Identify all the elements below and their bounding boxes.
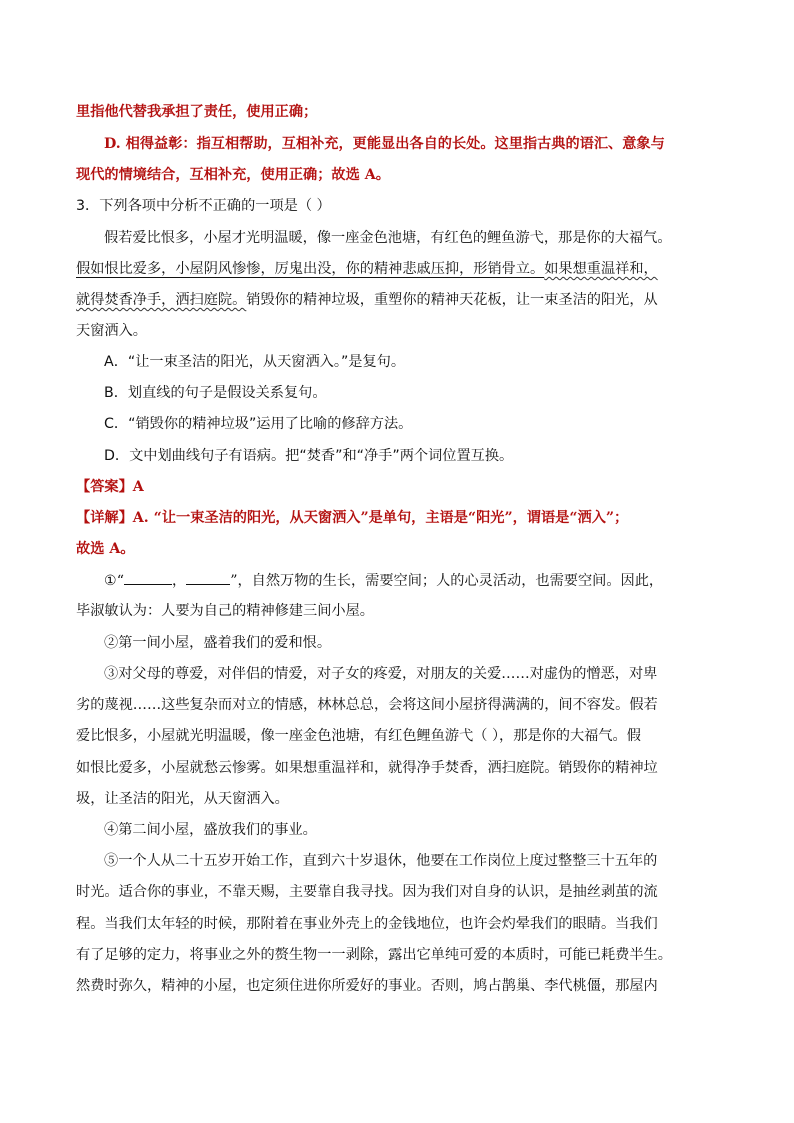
passage-line: 假若爱比恨多，小屋才光明温暖，像一座金色池塘，有红色的鲤鱼游弋，那是你的大福气。	[104, 230, 672, 246]
passage-line: 程。当我们太年轻的时候，那附着在事业外壳上的金钱地位，也许会灼晕我们的眼睛。当我们	[76, 916, 658, 932]
passage-text: 销毁你的精神垃圾，重塑你的精神天花板，让一束圣洁的阳光，从	[246, 292, 658, 308]
passage-line	[76, 290, 658, 310]
wavy-underlined-sentence: 如果想重温祥和，	[544, 261, 658, 277]
passage-line: 圾，让圣洁的阳光，从天窗洒入。	[76, 791, 289, 807]
passage-text: ”，自然万物的生长，需要空间；人的心灵活动，也需要空间。因此，	[230, 573, 664, 589]
wavy-underlined-sentence: 就得焚香净手，洒扫庭院。	[76, 292, 247, 308]
passage-line: 毕淑敏认为：人要为自己的精神修建三间小屋。	[76, 603, 374, 619]
detail-label: 【详解】	[76, 510, 133, 526]
detail-text: A. “让一束圣洁的阳光，从天窗洒入”是单句，主语是“阳光”，谓语是“洒入”；	[132, 510, 629, 526]
passage-line: 如恨比爱多，小屋就愁云惨雾。如果想重温祥和，就得净手焚香，洒扫庭院。销毁你的精神垃	[76, 760, 658, 776]
straight-underlined-sentence: 假如恨比爱多，小屋阴风惨惨，厉鬼出没，你的精神悲戚压抑，形销骨立。	[76, 261, 545, 277]
fill-blank[interactable]	[124, 570, 172, 585]
explanation-option-d: D. 相得益彰：指互相帮助，互相补充，更能显出各自的长处。这里指古典的语汇、意象与	[104, 136, 665, 152]
passage-line: 爱比恨多，小屋就光明温暖，像一座金色池塘，有红色鲤鱼游弋（ ），那是你的大福气。假	[76, 728, 641, 744]
answer-value: A	[132, 479, 144, 495]
fill-blank[interactable]	[186, 570, 230, 585]
passage-paragraph-2: ②第一间小屋，盛着我们的爱和恨。	[104, 635, 332, 651]
detail-line	[76, 508, 628, 528]
passage-line: 然费时弥久，精神的小屋，也定须住进你所爱好的事业。否则，鸠占鹊巢、李代桃僵，那屋内	[76, 978, 658, 994]
passage-line	[76, 259, 658, 279]
passage-line: 有了足够的定力，将事业之外的赘生物一一剥除，露出它单纯可爱的本质时，可能已耗费半生。	[76, 947, 672, 963]
passage-line: 天窗洒入。	[76, 323, 147, 339]
passage-paragraph-5: ⑤一个人从二十五岁开始工作，直到六十岁退休，他要在工作岗位上度过整整三十五年的	[104, 853, 658, 869]
passage-text: ，	[171, 573, 187, 589]
option-c: C．“销毁你的精神垃圾”运用了比喻的修辞方法。	[104, 416, 413, 432]
explanation-line: 里指他代替我承担了责任，使用正确；	[76, 104, 318, 120]
passage-line: 时光。适合你的事业，不靠天赐，主要靠自我寻找。因为我们对自身的认识，是抽丝剥茧的流	[76, 884, 658, 900]
explanation-line: 现代的情境结合，互相补充，使用正确；故选 A。	[76, 167, 390, 183]
passage-paragraph-4: ④第二间小屋，盛放我们的事业。	[104, 822, 317, 838]
answer-line	[76, 477, 144, 497]
option-d: D．文中划曲线句子有语病。把“焚香”和“净手”两个词位置互换。	[104, 448, 514, 464]
passage-paragraph-1	[104, 570, 663, 591]
passage-paragraph-3: ③对父母的尊爱，对伴侣的情爱，对子女的疼爱，对朋友的关爱……对虚伪的憎恶，对卑	[104, 666, 658, 682]
passage-line: 劣的蔑视……这些复杂而对立的情感，林林总总，会将这间小屋挤得满满的，间不容发。假若	[76, 697, 658, 713]
answer-label: 【答案】	[76, 479, 133, 495]
detail-line: 故选 A。	[76, 541, 135, 557]
passage-text: ①“	[104, 573, 124, 589]
question-3-stem: 3．下列各项中分析不正确的一项是（ ）	[76, 198, 331, 214]
option-b: B．划直线的句子是假设关系复句。	[104, 385, 327, 401]
option-a: A．“让一束圣洁的阳光，从天窗洒入。”是复句。	[104, 354, 406, 370]
